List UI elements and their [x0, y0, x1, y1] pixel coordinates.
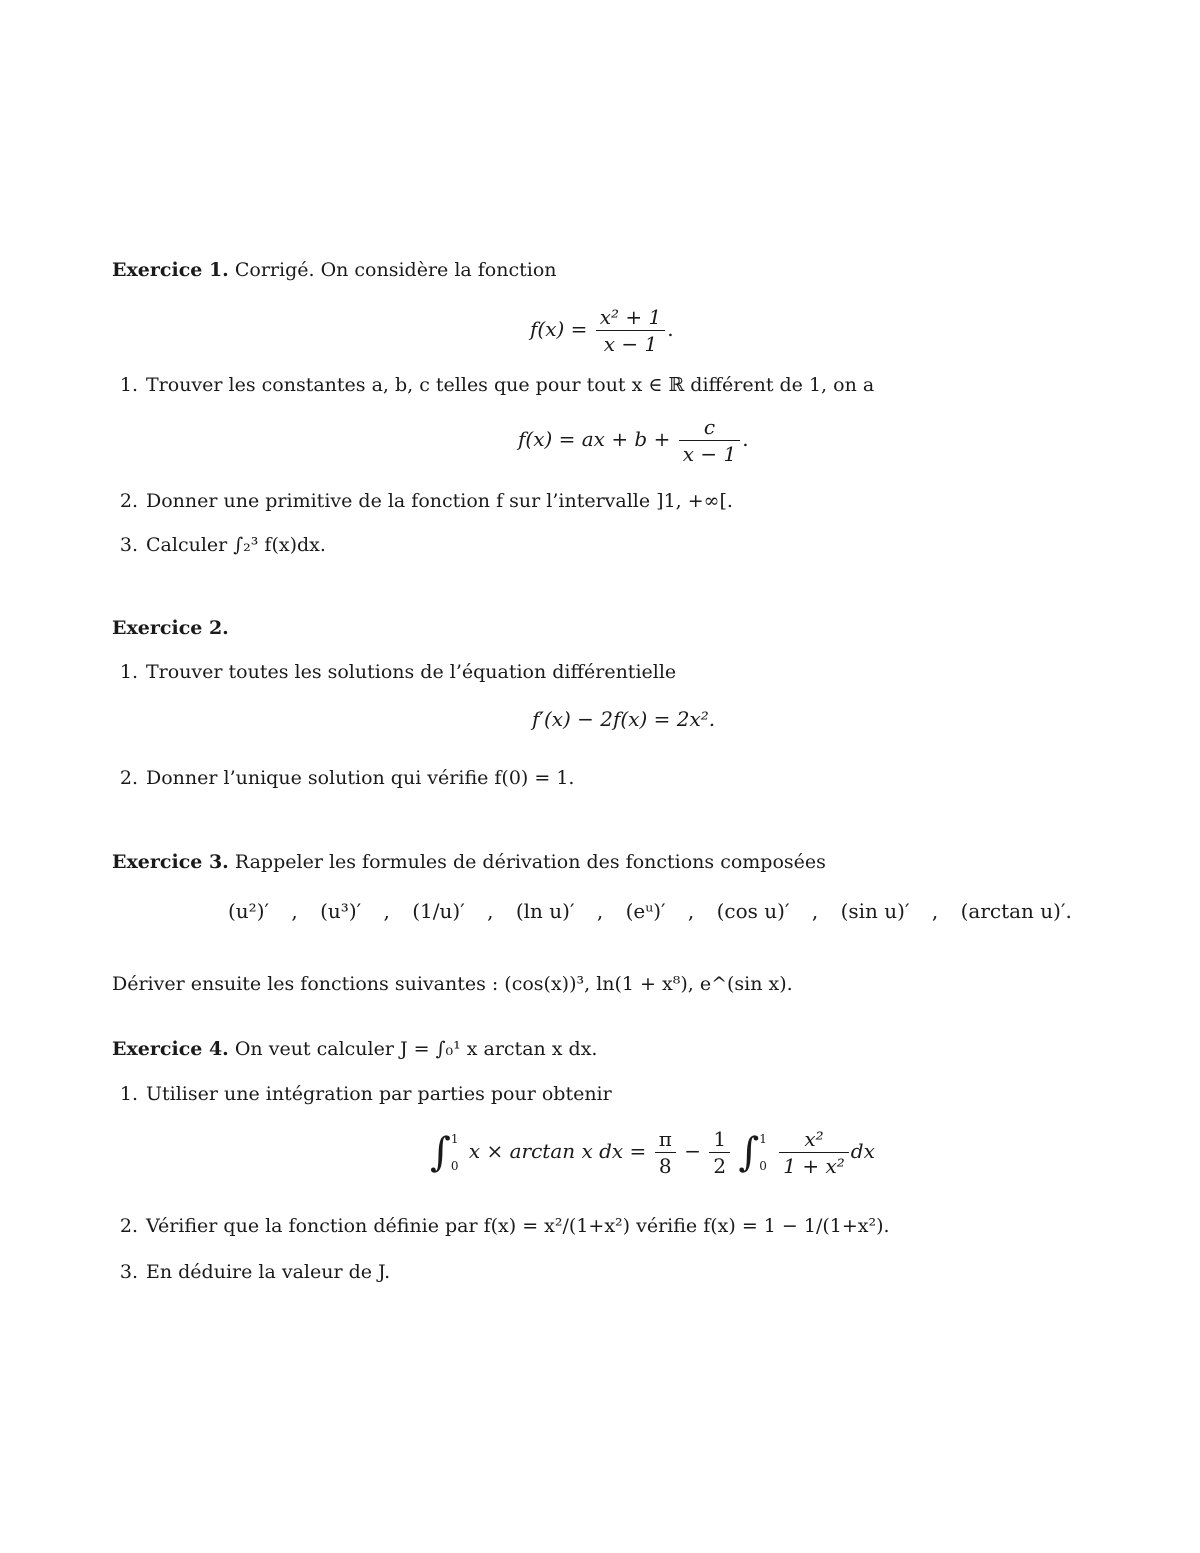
decomposition-numerator: c — [679, 414, 740, 441]
formula-separator: , — [596, 899, 604, 923]
formula-separator: , — [291, 899, 298, 923]
function-fraction — [596, 304, 666, 357]
formula-arctan: (arctan u)′. — [960, 899, 1072, 923]
integral-sign: ∫ — [738, 1129, 760, 1176]
exercise-1-title: Exercice 1. — [112, 259, 229, 281]
list-number: 3. — [119, 534, 138, 556]
list-number: 2. — [119, 490, 138, 512]
exercise-3-heading — [112, 850, 826, 874]
exercise-1-item-2 — [112, 489, 733, 513]
list-number: 2. — [119, 767, 138, 789]
list-number: 3. — [119, 1261, 138, 1283]
one-half-fraction — [709, 1126, 730, 1179]
exercise-4-item-3 — [112, 1260, 390, 1284]
list-text: Donner l’unique solution qui vérifie f(0) = 1. — [146, 767, 575, 789]
integral-limits — [451, 1133, 459, 1173]
formula-separator: , — [811, 899, 819, 923]
formula-separator: , — [487, 899, 494, 923]
exercise-1-intro: Corrigé. On considère la fonction — [234, 259, 557, 281]
integral-upper-limit: 1 — [759, 1131, 767, 1146]
exercise-4-title: Exercice 4. — [112, 1038, 229, 1060]
pi-numerator: π — [655, 1126, 676, 1153]
exercise-1-heading — [112, 258, 557, 282]
integrand-denominator: 1 + x² — [783, 1154, 845, 1178]
formula-exp: (eᵘ)′ — [625, 899, 666, 923]
formula-u3: (u³)′ — [320, 899, 362, 923]
list-text: Calculer ∫₂³ f(x)dx. — [146, 534, 326, 556]
integrand-numerator: x² — [779, 1126, 849, 1153]
exercise-1-item-1 — [112, 373, 874, 397]
list-number: 1. — [119, 661, 138, 683]
exercise-2-item-1 — [112, 660, 676, 684]
exercise-4-heading — [112, 1037, 597, 1061]
formula-cos: (cos u)′ — [716, 899, 790, 923]
half-denominator: 2 — [713, 1154, 727, 1178]
list-text: Vérifier que la fonction définie par f(x) = x²/(1+x²) vérifie f(x) = 1 − 1/(1+x²). — [146, 1215, 890, 1237]
integral-limits — [759, 1133, 767, 1173]
differential-equation: f′(x) − 2f(x) = 2x². — [532, 707, 716, 731]
integral-lower-limit: 0 — [759, 1158, 767, 1173]
list-text: En déduire la valeur de J. — [146, 1261, 391, 1283]
integration-by-parts-formula — [430, 1126, 875, 1179]
integral-lower-limit: 0 — [450, 1158, 459, 1173]
decomposition-fraction — [679, 414, 740, 467]
function-lhs: f(x) = — [530, 317, 588, 341]
integrand-fraction — [779, 1126, 849, 1179]
list-number: 1. — [119, 374, 138, 396]
integral-sign: ∫ — [430, 1129, 451, 1176]
formula-u2: (u²)′ — [228, 899, 270, 923]
exercise-1-item-3 — [112, 533, 326, 557]
formula-sin: (sin u)′ — [840, 899, 910, 923]
list-number: 2. — [119, 1215, 138, 1237]
formula-inverse: (1/u)′ — [412, 899, 465, 923]
list-text: Donner une primitive de la fonction f sur l’intervalle ]1, +∞[. — [146, 490, 733, 512]
half-numerator: 1 — [709, 1126, 730, 1153]
pi-denominator: 8 — [658, 1154, 672, 1178]
exercise-3-title: Exercice 3. — [112, 851, 229, 873]
formula-separator: , — [687, 899, 695, 923]
pi-over-8-fraction — [655, 1126, 676, 1179]
exercise-4-item-1 — [112, 1082, 612, 1106]
exercise-2-item-2 — [112, 766, 574, 790]
list-text: Trouver les constantes a, b, c telles que pour tout x ∈ ℝ différent de 1, on a — [146, 374, 875, 396]
integrand-dx: dx — [850, 1139, 875, 1163]
exercise-4-item-2 — [112, 1214, 890, 1238]
exercise-3-intro: Rappeler les formules de dérivation des fonctions composées — [234, 851, 826, 873]
exercise-4-intro: On veut calculer J = ∫₀¹ x arctan x dx. — [234, 1038, 598, 1060]
list-number: 1. — [119, 1083, 138, 1105]
ipp-lhs: x × arctan x dx = — [468, 1139, 647, 1163]
minus-sign: − — [684, 1139, 701, 1163]
formula-separator: , — [383, 899, 390, 923]
decomposition-denominator: x − 1 — [682, 442, 737, 466]
list-text: Trouver toutes les solutions de l’équation différentielle — [146, 661, 677, 683]
exercise-2-title: Exercice 2. — [112, 617, 229, 639]
decomposition-formula: f(x) = ax + b + $\frac{c}{x - 1}$ . — [518, 415, 749, 466]
integral-upper-limit: 1 — [450, 1131, 459, 1146]
list-text: Utiliser une intégration par parties pour obtenir — [146, 1083, 612, 1105]
function-definition: f(x) = $\frac{\text{x² + 1}}{x - 1}$ . — [530, 305, 674, 356]
derivative-formulas — [228, 898, 1072, 924]
formula-ln: (ln u)′ — [515, 899, 575, 923]
decomposition-lhs: f(x) = ax + b + — [518, 427, 671, 451]
function-denominator: x − 1 — [603, 332, 658, 356]
exercise-2-heading — [112, 616, 229, 640]
formula-separator: , — [931, 899, 939, 923]
exercise-3-derive-text: Dériver ensuite les fonctions suivantes : (cos(x))³, ln(1 + x⁸), e^(sin x). — [112, 973, 793, 995]
function-numerator: x² + 1 — [596, 304, 666, 331]
